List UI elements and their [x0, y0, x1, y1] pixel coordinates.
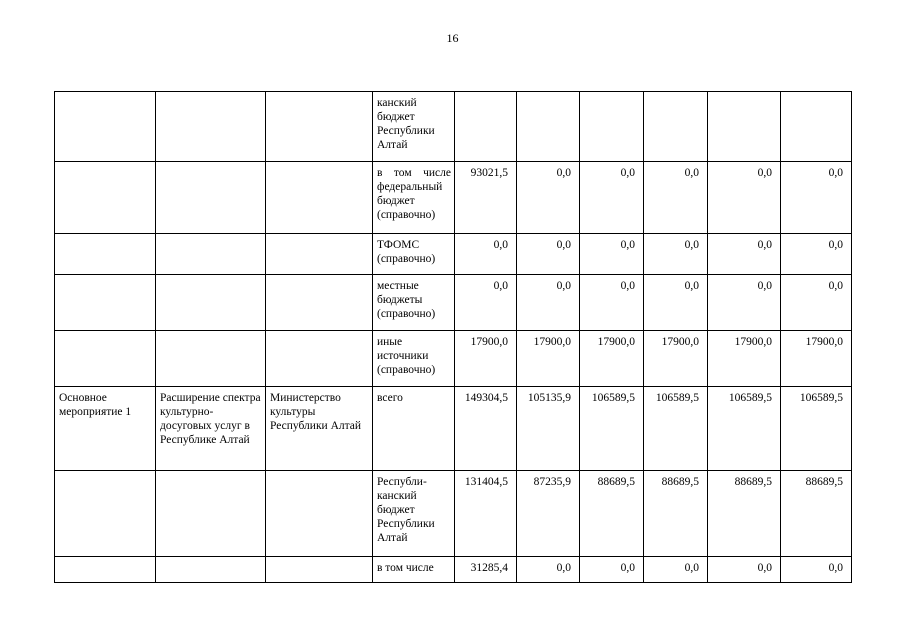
title-cell — [156, 557, 266, 583]
funding-source-cell: Республи-канский бюджет Республики Алтай — [373, 471, 455, 557]
value-cell: 0,0 — [708, 557, 781, 583]
page-number: 16 — [446, 31, 459, 45]
value-cell: 17900,0 — [781, 331, 852, 387]
value-cell: 0,0 — [580, 162, 644, 234]
funding-source-cell: ТФОМС (справочно) — [373, 234, 455, 275]
value-cell: 0,0 — [644, 275, 708, 331]
funding-source-cell: всего — [373, 387, 455, 471]
value-cell: 0,0 — [644, 162, 708, 234]
executor-cell — [266, 234, 373, 275]
value-cell: 0,0 — [781, 234, 852, 275]
value-cell: 87235,9 — [517, 471, 580, 557]
event-cell — [55, 275, 156, 331]
event-cell — [55, 331, 156, 387]
value-cell: 106589,5 — [708, 387, 781, 471]
value-cell: 0,0 — [708, 162, 781, 234]
event-cell — [55, 162, 156, 234]
funding-source-cell: иные источники (справочно) — [373, 331, 455, 387]
value-cell: 17900,0 — [708, 331, 781, 387]
budget-table — [54, 91, 852, 583]
table-row — [55, 275, 852, 331]
value-cell: 0,0 — [580, 557, 644, 583]
value-cell: 0,0 — [781, 162, 852, 234]
funding-source-cell: местные бюджеты (справочно) — [373, 275, 455, 331]
value-cell — [517, 92, 580, 162]
value-cell: 93021,5 — [455, 162, 517, 234]
funding-source-cell: канский бюджет Республики Алтай — [373, 92, 455, 162]
title-cell — [156, 92, 266, 162]
value-cell — [455, 92, 517, 162]
value-cell: 0,0 — [781, 275, 852, 331]
event-cell — [55, 557, 156, 583]
value-cell: 31285,4 — [455, 557, 517, 583]
title-cell — [156, 275, 266, 331]
event-cell — [55, 234, 156, 275]
executor-cell: Министерство культуры Республики Алтай — [266, 387, 373, 471]
funding-source-cell: в том числе федеральный бюджет (справочно) — [373, 162, 455, 234]
funding-source-cell: в том числе — [373, 557, 455, 583]
value-cell: 0,0 — [517, 557, 580, 583]
table-row — [55, 234, 852, 275]
value-cell: 88689,5 — [644, 471, 708, 557]
value-cell: 105135,9 — [517, 387, 580, 471]
value-cell: 106589,5 — [781, 387, 852, 471]
title-cell — [156, 162, 266, 234]
value-cell: 17900,0 — [644, 331, 708, 387]
value-cell: 149304,5 — [455, 387, 517, 471]
table-row — [55, 557, 852, 583]
title-cell — [156, 234, 266, 275]
executor-cell — [266, 557, 373, 583]
executor-cell — [266, 275, 373, 331]
executor-cell — [266, 331, 373, 387]
table-row — [55, 387, 852, 471]
value-cell: 106589,5 — [580, 387, 644, 471]
event-cell — [55, 471, 156, 557]
table-row — [55, 92, 852, 162]
value-cell: 0,0 — [644, 234, 708, 275]
table-row — [55, 331, 852, 387]
title-cell — [156, 331, 266, 387]
event-cell — [55, 92, 156, 162]
value-cell: 0,0 — [580, 234, 644, 275]
value-cell: 17900,0 — [580, 331, 644, 387]
value-cell — [580, 92, 644, 162]
executor-cell — [266, 92, 373, 162]
executor-cell — [266, 162, 373, 234]
value-cell: 88689,5 — [781, 471, 852, 557]
value-cell: 0,0 — [455, 275, 517, 331]
value-cell — [708, 92, 781, 162]
table-row — [55, 471, 852, 557]
value-cell: 0,0 — [708, 275, 781, 331]
value-cell — [781, 92, 852, 162]
title-cell: Расширение спектра культурно-досуговых услуг в Республике Алтай — [156, 387, 266, 471]
table-row — [55, 162, 852, 234]
value-cell: 0,0 — [455, 234, 517, 275]
executor-cell — [266, 471, 373, 557]
value-cell: 17900,0 — [455, 331, 517, 387]
value-cell: 88689,5 — [708, 471, 781, 557]
event-cell: Основное мероприятие 1 — [55, 387, 156, 471]
value-cell: 88689,5 — [580, 471, 644, 557]
value-cell: 0,0 — [580, 275, 644, 331]
value-cell: 17900,0 — [517, 331, 580, 387]
value-cell — [644, 92, 708, 162]
value-cell: 0,0 — [517, 162, 580, 234]
value-cell: 131404,5 — [455, 471, 517, 557]
value-cell: 0,0 — [781, 557, 852, 583]
value-cell: 0,0 — [708, 234, 781, 275]
value-cell: 0,0 — [517, 275, 580, 331]
value-cell: 106589,5 — [644, 387, 708, 471]
value-cell: 0,0 — [517, 234, 580, 275]
value-cell: 0,0 — [644, 557, 708, 583]
title-cell — [156, 471, 266, 557]
